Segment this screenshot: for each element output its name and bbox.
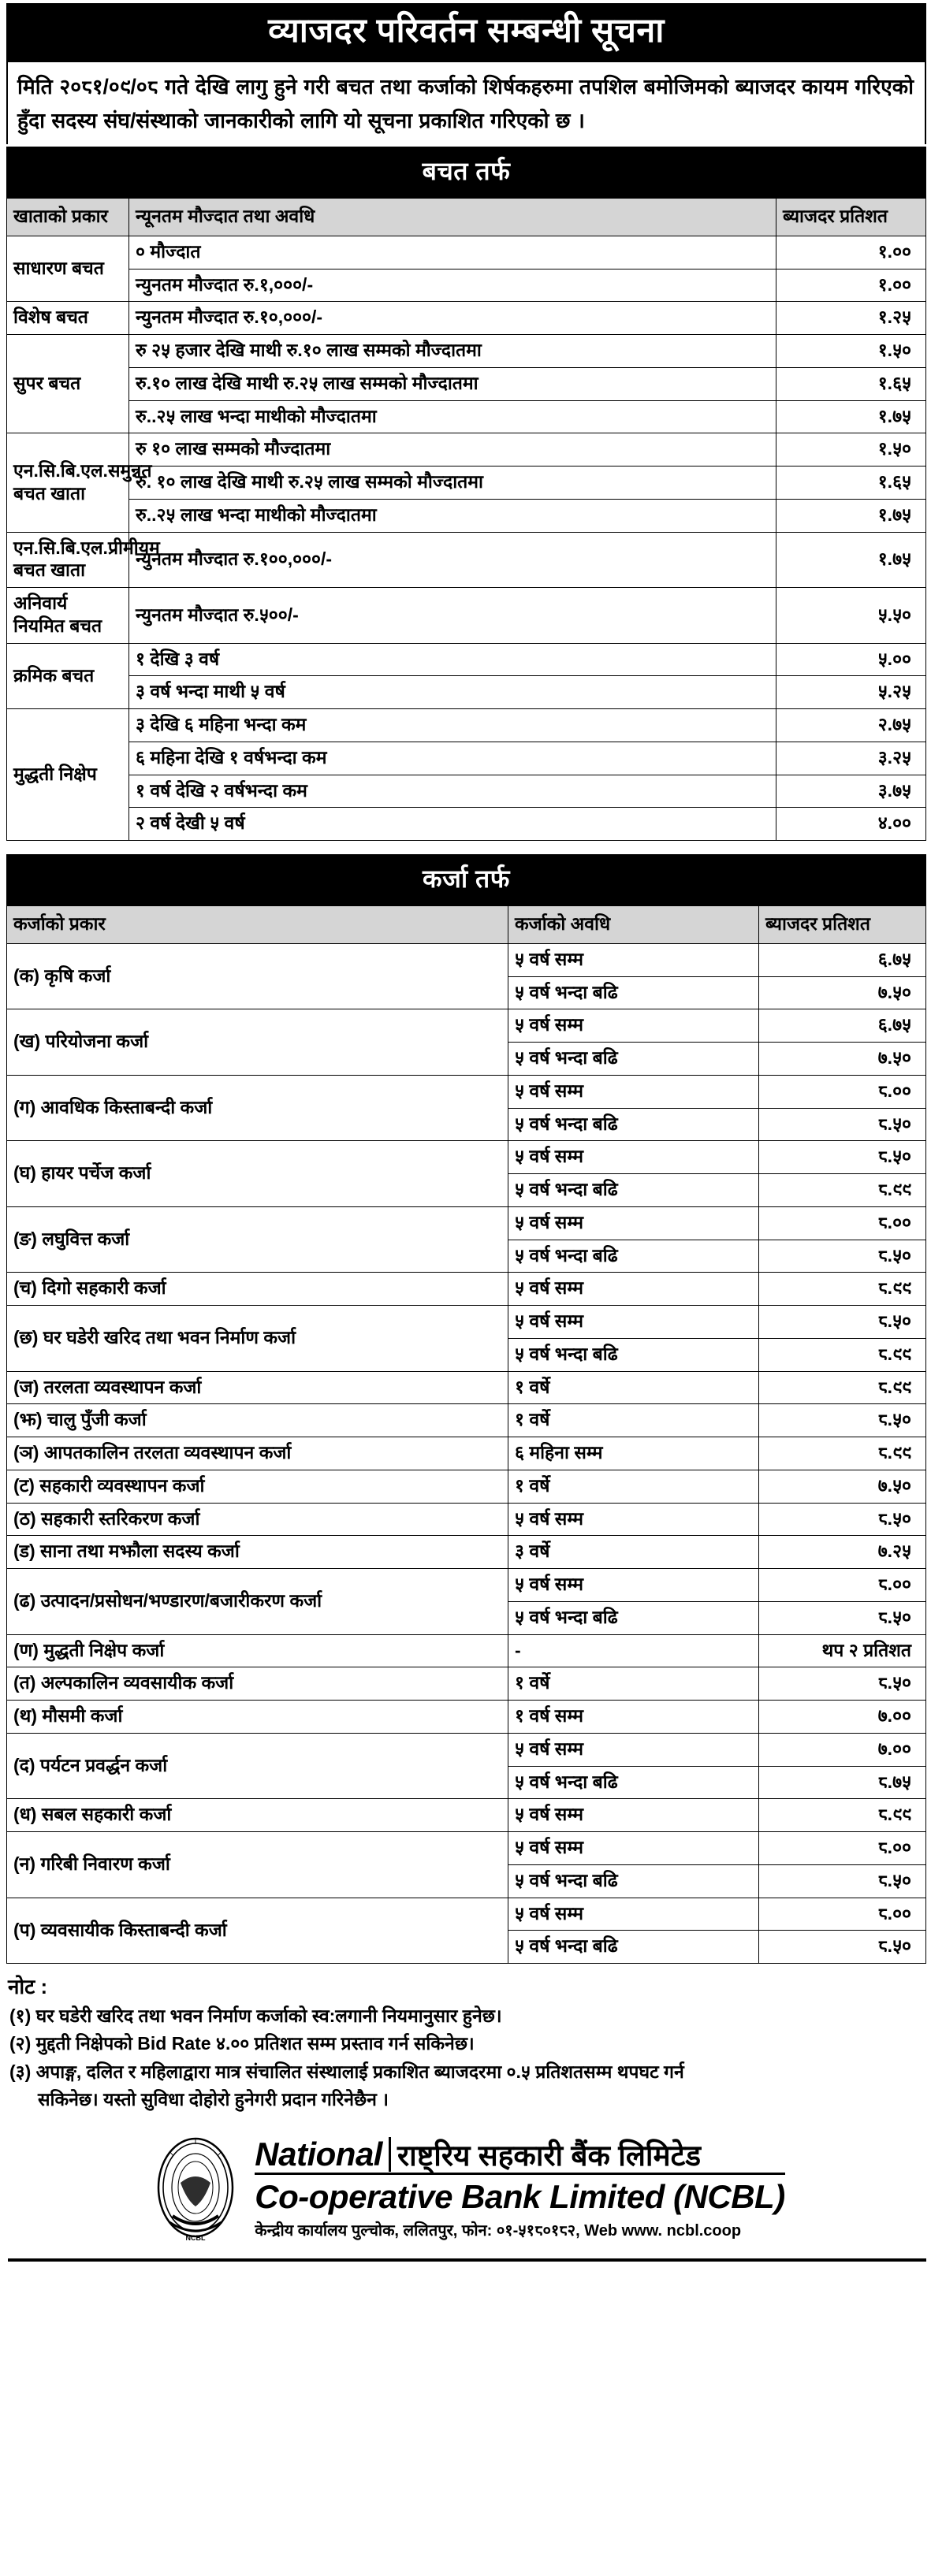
savings-description-cell: न्युनतम मौज्दात रु.१,०००/- bbox=[129, 269, 776, 302]
savings-description-cell: रु. १० लाख देखि माथी रु.२५ लाख सम्मको मौज्दातमा bbox=[129, 467, 776, 500]
table-row bbox=[7, 808, 926, 841]
savings-description-cell: रु..२५ लाख भन्दा माथीको मौज्दातमा bbox=[129, 400, 776, 433]
loan-category-cell: (ठ) सहकारी स्तरिकरण कर्जा bbox=[7, 1503, 508, 1536]
loan-period-cell: ५ वर्ष सम्म bbox=[508, 1141, 758, 1174]
brand-english-coop: Co-operative Bank Limited (NCBL) bbox=[255, 2178, 785, 2216]
table-row bbox=[7, 1141, 926, 1174]
page-title: व्याजदर परिवर्तन सम्बन्धी सूचना bbox=[268, 12, 665, 50]
loan-banner-row bbox=[7, 855, 926, 906]
brand-line-one bbox=[255, 2137, 784, 2175]
loan-category-cell: (घ) हायर पर्चेज कर्जा bbox=[7, 1141, 508, 1207]
savings-rate-cell: १.७५ bbox=[776, 532, 926, 588]
loan-period-cell: ५ वर्ष भन्दा बढि bbox=[508, 1338, 758, 1371]
loan-rate-cell: ७.२५ bbox=[758, 1536, 925, 1569]
savings-category-cell: अनिवार्य नियमित बचत bbox=[7, 588, 129, 644]
loan-category-cell: (ड) साना तथा मझौला सदस्य कर्जा bbox=[7, 1536, 508, 1569]
table-row bbox=[7, 775, 926, 808]
table-row bbox=[7, 943, 926, 976]
note-item: (१) घर घडेरी खरिद तथा भवन निर्माण कर्जाको स्व:लगानी नियमानुसार हुनेछ। bbox=[9, 2005, 502, 2027]
table-row bbox=[7, 1075, 926, 1108]
savings-type-column-header: खाताको प्रकार bbox=[7, 199, 129, 236]
savings-description-cell: न्युनतम मौज्दात रु.१०,०००/- bbox=[129, 302, 776, 335]
loan-period-cell: १ वर्षे bbox=[508, 1470, 758, 1503]
loan-rate-cell: ८.५० bbox=[758, 1141, 925, 1174]
loan-category-cell: (त) अल्पकालिन व्यवसायीक कर्जा bbox=[7, 1667, 508, 1701]
loan-period-cell: ५ वर्ष सम्म bbox=[508, 1898, 758, 1931]
loan-category-cell: (थ) मौसमी कर्जा bbox=[7, 1701, 508, 1734]
table-row bbox=[7, 400, 926, 433]
loan-period-cell: १ वर्षे bbox=[508, 1404, 758, 1437]
savings-rate-table bbox=[6, 147, 926, 841]
loan-category-cell: (ञ) आपतकालिन तरलता व्यवस्थापन कर्जा bbox=[7, 1437, 508, 1470]
savings-rate-cell: ३.२५ bbox=[776, 742, 926, 775]
loan-rate-cell: ६.७५ bbox=[758, 943, 925, 976]
brand-nepali-name: राष्ट्रिय सहकारी बैंक लिमिटेड bbox=[397, 2139, 702, 2172]
note-item: (२) मुद्दती निक्षेपको Bid Rate ४.०० प्रतिशत सम्म प्रस्ताव गर्न सकिनेछ। bbox=[9, 2033, 475, 2054]
loan-period-cell: ५ वर्ष भन्दा बढि bbox=[508, 1043, 758, 1076]
ncbl-seal-logo-icon bbox=[149, 2134, 242, 2244]
loan-period-cell: ५ वर्ष सम्म bbox=[508, 1503, 758, 1536]
loan-period-cell: ५ वर्ष भन्दा बढि bbox=[508, 976, 758, 1009]
table-separator bbox=[0, 841, 931, 852]
loan-rate-cell: ७.०० bbox=[758, 1733, 925, 1766]
notes-section bbox=[8, 1972, 926, 2113]
loan-rate-cell: ८.९९ bbox=[758, 1273, 925, 1306]
savings-category-cell: क्रमिक बचत bbox=[7, 643, 129, 709]
loan-category-cell: (छ) घर घडेरी खरिद तथा भवन निर्माण कर्जा bbox=[7, 1306, 508, 1372]
loan-category-cell: (झ) चालु पुँजी कर्जा bbox=[7, 1404, 508, 1437]
loan-category-cell: (ण) मुद्धती निक्षेप कर्जा bbox=[7, 1634, 508, 1667]
table-row bbox=[7, 499, 926, 532]
loan-period-cell: ५ वर्ष भन्दा बढि bbox=[508, 1108, 758, 1141]
table-row bbox=[7, 1009, 926, 1043]
loan-period-cell: ५ वर्ष भन्दा बढि bbox=[508, 1174, 758, 1207]
loan-category-cell: (ध) सबल सहकारी कर्जा bbox=[7, 1799, 508, 1832]
loan-rate-cell: ७.५० bbox=[758, 1043, 925, 1076]
intro-paragraph-box bbox=[6, 62, 926, 144]
loan-period-cell: १ वर्षे bbox=[508, 1667, 758, 1701]
loan-period-cell: ५ वर्ष सम्म bbox=[508, 1569, 758, 1602]
table-row bbox=[7, 1306, 926, 1339]
loan-rate-cell: ८.५० bbox=[758, 1667, 925, 1701]
savings-section-banner: बचत तर्फ bbox=[7, 147, 926, 199]
savings-rate-column-header: ब्याजदर प्रतिशत bbox=[776, 199, 926, 236]
loan-period-cell: ५ वर्ष भन्दा बढि bbox=[508, 1766, 758, 1799]
table-row bbox=[7, 1206, 926, 1240]
savings-rate-cell: १.६५ bbox=[776, 367, 926, 400]
savings-category-cell: एन.सि.बि.एल.समुन्नत बचत खाता bbox=[7, 433, 129, 532]
loan-period-cell: ५ वर्ष सम्म bbox=[508, 1206, 758, 1240]
loan-period-cell: १ वर्ष सम्म bbox=[508, 1701, 758, 1734]
brand-english-national: National bbox=[255, 2135, 382, 2173]
loan-period-cell: ५ वर्ष सम्म bbox=[508, 1733, 758, 1766]
footer-name-block bbox=[255, 2137, 784, 2240]
table-row bbox=[7, 676, 926, 709]
loan-rate-table bbox=[6, 854, 926, 1964]
loan-rate-cell: थप २ प्रतिशत bbox=[758, 1634, 925, 1667]
loan-period-cell: १ वर्षे bbox=[508, 1371, 758, 1404]
loan-rate-column-header: ब्याजदर प्रतिशत bbox=[758, 906, 925, 944]
loan-period-cell: ५ वर्ष सम्म bbox=[508, 1009, 758, 1043]
footer-branding bbox=[8, 2134, 926, 2251]
loan-category-cell: (च) दिगो सहकारी कर्जा bbox=[7, 1273, 508, 1306]
loan-period-column-header: कर्जाको अवधि bbox=[508, 906, 758, 944]
loan-category-cell: (ग) आवधिक किस्ताबन्दी कर्जा bbox=[7, 1075, 508, 1141]
loan-rate-cell: ८.९९ bbox=[758, 1371, 925, 1404]
loan-rate-cell: ८.५० bbox=[758, 1404, 925, 1437]
table-row bbox=[7, 1733, 926, 1766]
savings-rate-cell: ४.०० bbox=[776, 808, 926, 841]
loan-rate-cell: ८.९९ bbox=[758, 1174, 925, 1207]
savings-category-cell: एन.सि.बि.एल.प्रीमीयम बचत खाता bbox=[7, 532, 129, 588]
brand-divider bbox=[389, 2137, 391, 2172]
loan-category-cell: (ट) सहकारी व्यवस्थापन कर्जा bbox=[7, 1470, 508, 1503]
savings-category-cell: सुपर बचत bbox=[7, 335, 129, 433]
savings-rate-cell: १.५० bbox=[776, 335, 926, 368]
table-row bbox=[7, 532, 926, 588]
loan-rate-cell: ८.०० bbox=[758, 1569, 925, 1602]
savings-description-cell: ० मौज्दात bbox=[129, 236, 776, 269]
loan-period-cell: ५ वर्ष सम्म bbox=[508, 1273, 758, 1306]
loan-period-cell: ५ वर्ष सम्म bbox=[508, 1306, 758, 1339]
savings-category-cell: साधारण बचत bbox=[7, 236, 129, 302]
notice-page bbox=[0, 3, 931, 2576]
savings-banner-row bbox=[7, 147, 926, 199]
note-item: सकिनेछ। यस्तो सुविधा दोहोरो हुनेगरी प्रदान गरिनेछैन । bbox=[38, 2089, 389, 2110]
savings-rate-cell: १.२५ bbox=[776, 302, 926, 335]
loan-rate-cell: ८.७५ bbox=[758, 1766, 925, 1799]
loan-rate-cell: ८.५० bbox=[758, 1601, 925, 1634]
savings-rate-cell: १.७५ bbox=[776, 400, 926, 433]
footer-address: केन्द्रीय कार्यालय पुल्चोक, ललितपुर, फोन: ०१-५१८०१८२, Web www. ncbl.coop bbox=[255, 2222, 742, 2240]
loan-category-cell: (प) व्यवसायीक किस्ताबन्दी कर्जा bbox=[7, 1898, 508, 1964]
loan-rate-cell: ८.५० bbox=[758, 1931, 925, 1964]
loan-rate-cell: ८.०० bbox=[758, 1075, 925, 1108]
loan-section-banner: कर्जा तर्फ bbox=[7, 855, 926, 906]
savings-rate-cell: ५.५० bbox=[776, 588, 926, 644]
loan-period-cell: ५ वर्ष भन्दा बढि bbox=[508, 1931, 758, 1964]
loan-category-cell: (ढ) उत्पादन/प्रसोधन/भण्डारण/बजारीकरण कर्जा bbox=[7, 1569, 508, 1635]
savings-description-cell: न्युनतम मौज्दात रु.१००,०००/- bbox=[129, 532, 776, 588]
table-row bbox=[7, 1470, 926, 1503]
table-row bbox=[7, 367, 926, 400]
savings-category-cell: मुद्धती निक्षेप bbox=[7, 709, 129, 841]
table-row bbox=[7, 1273, 926, 1306]
loan-rate-cell: ८.९९ bbox=[758, 1799, 925, 1832]
bottom-rule bbox=[8, 2258, 926, 2262]
savings-description-cell: रु.१० लाख देखि माथी रु.२५ लाख सम्मको मौज्दातमा bbox=[129, 367, 776, 400]
loan-rate-cell: ८.०० bbox=[758, 1898, 925, 1931]
loan-rate-cell: ८.९९ bbox=[758, 1338, 925, 1371]
loan-category-cell: (ज) तरलता व्यवस्थापन कर्जा bbox=[7, 1371, 508, 1404]
table-row bbox=[7, 433, 926, 467]
loan-period-cell: - bbox=[508, 1634, 758, 1667]
loan-period-cell: ५ वर्ष भन्दा बढि bbox=[508, 1601, 758, 1634]
table-row bbox=[7, 1832, 926, 1865]
savings-header-row bbox=[7, 199, 926, 236]
table-row bbox=[7, 643, 926, 676]
savings-rate-cell: ३.७५ bbox=[776, 775, 926, 808]
table-row bbox=[7, 302, 926, 335]
savings-description-cell: रु १० लाख सम्मको मौज्दातमा bbox=[129, 433, 776, 467]
loan-category-cell: (न) गरिबी निवारण कर्जा bbox=[7, 1832, 508, 1898]
loan-rate-cell: ७.०० bbox=[758, 1701, 925, 1734]
loan-rate-cell: ७.५० bbox=[758, 976, 925, 1009]
loan-rate-cell: ८.५० bbox=[758, 1108, 925, 1141]
savings-rate-cell: २.७५ bbox=[776, 709, 926, 742]
loan-rate-cell: ८.०० bbox=[758, 1206, 925, 1240]
savings-description-cell: न्युनतम मौज्दात रु.५००/- bbox=[129, 588, 776, 644]
loan-period-cell: ५ वर्ष सम्म bbox=[508, 1799, 758, 1832]
loan-category-cell: (द) पर्यटन प्रवर्द्धन कर्जा bbox=[7, 1733, 508, 1799]
table-row bbox=[7, 269, 926, 302]
loan-rate-cell: ८.५० bbox=[758, 1864, 925, 1898]
loan-period-cell: ५ वर्ष सम्म bbox=[508, 943, 758, 976]
table-row bbox=[7, 1701, 926, 1734]
note-item: (३) अपाङ्ग, दलित र महिलाद्वारा मात्र संचालित संस्थालाई प्रकाशित ब्याजदरमा ०.५ प्रतिशतसम्म थपघट गर्न bbox=[9, 2061, 684, 2082]
table-row bbox=[7, 1404, 926, 1437]
loan-period-cell: ५ वर्ष भन्दा बढि bbox=[508, 1240, 758, 1273]
loan-type-column-header: कर्जाको प्रकार bbox=[7, 906, 508, 944]
loan-period-cell: ३ वर्षे bbox=[508, 1536, 758, 1569]
loan-header-row bbox=[7, 906, 926, 944]
loan-rate-cell: ६.७५ bbox=[758, 1009, 925, 1043]
table-row bbox=[7, 335, 926, 368]
table-row bbox=[7, 1503, 926, 1536]
table-row bbox=[7, 1667, 926, 1701]
loan-rate-cell: ७.५० bbox=[758, 1470, 925, 1503]
savings-description-cell: २ वर्ष देखी ५ वर्ष bbox=[129, 808, 776, 841]
table-row bbox=[7, 1898, 926, 1931]
svg-text:NCBL: NCBL bbox=[185, 2233, 206, 2242]
loan-rate-cell: ८.९९ bbox=[758, 1437, 925, 1470]
table-row bbox=[7, 588, 926, 644]
savings-description-cell: रु..२५ लाख भन्दा माथीको मौज्दातमा bbox=[129, 499, 776, 532]
table-row bbox=[7, 1799, 926, 1832]
loan-category-cell: (ख) परियोजना कर्जा bbox=[7, 1009, 508, 1076]
loan-period-cell: ५ वर्ष भन्दा बढि bbox=[508, 1864, 758, 1898]
savings-rate-cell: १.७५ bbox=[776, 499, 926, 532]
savings-description-cell: ६ महिना देखि १ वर्षभन्दा कम bbox=[129, 742, 776, 775]
savings-category-cell: विशेष बचत bbox=[7, 302, 129, 335]
table-row bbox=[7, 1634, 926, 1667]
loan-period-cell: ६ महिना सम्म bbox=[508, 1437, 758, 1470]
table-row bbox=[7, 236, 926, 269]
savings-description-cell: रु २५ हजार देखि माथी रु.१० लाख सम्मको मौज्दातमा bbox=[129, 335, 776, 368]
savings-rate-cell: १.६५ bbox=[776, 467, 926, 500]
savings-description-cell: ३ देखि ६ महिना भन्दा कम bbox=[129, 709, 776, 742]
loan-category-cell: (ङ) लघुवित्त कर्जा bbox=[7, 1206, 508, 1273]
savings-rate-cell: ५.२५ bbox=[776, 676, 926, 709]
loan-category-cell: (क) कृषि कर्जा bbox=[7, 943, 508, 1009]
savings-description-cell: १ वर्ष देखि २ वर्षभन्दा कम bbox=[129, 775, 776, 808]
table-row bbox=[7, 1437, 926, 1470]
loan-rate-cell: ८.५० bbox=[758, 1306, 925, 1339]
notes-title: नोट : bbox=[8, 1975, 48, 1999]
loan-rate-cell: ८.५० bbox=[758, 1240, 925, 1273]
savings-rate-cell: १.०० bbox=[776, 236, 926, 269]
savings-rate-cell: ५.०० bbox=[776, 643, 926, 676]
savings-rate-cell: १.०० bbox=[776, 269, 926, 302]
table-row bbox=[7, 1536, 926, 1569]
loan-rate-cell: ८.५० bbox=[758, 1503, 925, 1536]
table-row bbox=[7, 1371, 926, 1404]
table-row bbox=[7, 467, 926, 500]
savings-description-cell: १ देखि ३ वर्ष bbox=[129, 643, 776, 676]
savings-rate-cell: १.५० bbox=[776, 433, 926, 467]
savings-description-column-header: न्यूनतम मौज्दात तथा अवधि bbox=[129, 199, 776, 236]
page-title-banner bbox=[6, 3, 926, 62]
table-row bbox=[7, 742, 926, 775]
intro-paragraph: मिति २०८१/०९/०८ गते देखि लागु हुने गरी बचत तथा कर्जाको शिर्षकहरुमा तपशिल बमोजिमको ब्याजदर कायम गरिएको हुँदा सदस्य संघ/संस्थाको जानकारीको लागि यो सूचना प्रकाशित गरिएको छ । bbox=[17, 75, 914, 133]
savings-description-cell: ३ वर्ष भन्दा माथी ५ वर्ष bbox=[129, 676, 776, 709]
table-row bbox=[7, 709, 926, 742]
loan-period-cell: ५ वर्ष सम्म bbox=[508, 1075, 758, 1108]
loan-rate-cell: ८.०० bbox=[758, 1832, 925, 1865]
table-row bbox=[7, 1569, 926, 1602]
loan-period-cell: ५ वर्ष सम्म bbox=[508, 1832, 758, 1865]
